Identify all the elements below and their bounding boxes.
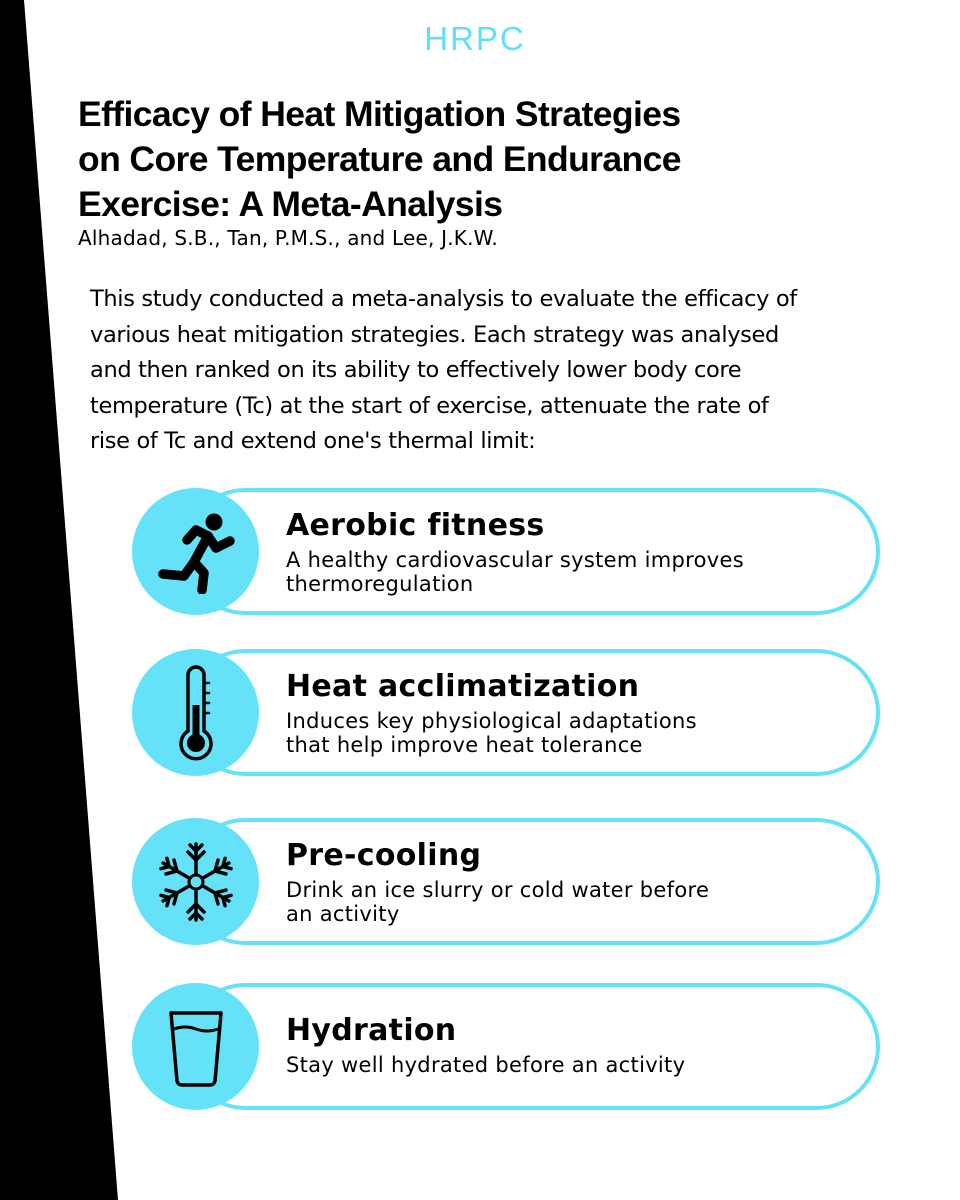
card-title: Pre-cooling: [286, 838, 482, 873]
page-title: [78, 92, 898, 227]
card-description: [286, 878, 856, 926]
card-description-line: A healthy cardiovascular system improves: [286, 548, 744, 572]
card-description-line: Stay well hydrated before an activity: [286, 1053, 686, 1077]
strategy-card-pre-cooling: [132, 818, 880, 943]
intro-line: rise of Tc and extend one's thermal limit:: [90, 428, 536, 454]
snowflake-icon: [153, 839, 239, 925]
thermometer-icon: [154, 665, 238, 761]
strategy-card-hydration: [132, 983, 880, 1108]
authors: Alhadad, S.B., Tan, P.M.S., and Lee, J.K.W.: [78, 226, 498, 250]
title-line: Efficacy of Heat Mitigation Strategies: [78, 94, 681, 134]
card-description: [286, 1053, 856, 1077]
strategy-card-aerobic-fitness: [132, 488, 880, 613]
brand-name: HRPC: [424, 20, 526, 57]
intro-line: and then ranked on its ability to effectively lower body core: [90, 357, 742, 383]
icon-circle: [132, 488, 259, 615]
card-description-line: thermoregulation: [286, 572, 474, 596]
card-description: [286, 548, 856, 596]
card-title: Aerobic fitness: [286, 508, 545, 543]
intro-line: various heat mitigation strategies. Each strategy was analysed: [90, 321, 779, 348]
icon-circle: [132, 649, 259, 776]
strategy-card-heat-acclimatization: [132, 649, 880, 774]
card-title: Heat acclimatization: [286, 669, 640, 704]
icon-circle: [132, 818, 259, 945]
card-description: [286, 709, 856, 757]
card-description-line: Drink an ice slurry or cold water before: [286, 878, 710, 902]
card-title: Hydration: [286, 1013, 457, 1048]
card-description-line: an activity: [286, 902, 400, 926]
intro-paragraph: [90, 282, 930, 460]
intro-line: temperature (Tc) at the start of exercise, attenuate the rate of: [90, 392, 769, 419]
running-person-icon: [154, 510, 238, 594]
icon-circle: [132, 983, 259, 1110]
water-glass-icon: [161, 1005, 231, 1089]
title-line: Exercise: A Meta-Analysis: [78, 184, 503, 224]
title-line: on Core Temperature and Endurance: [78, 139, 681, 179]
card-description-line: that help improve heat tolerance: [286, 733, 643, 757]
card-description-line: Induces key physiological adaptations: [286, 709, 697, 733]
intro-line: This study conducted a meta-analysis to evaluate the efficacy of: [90, 286, 797, 312]
